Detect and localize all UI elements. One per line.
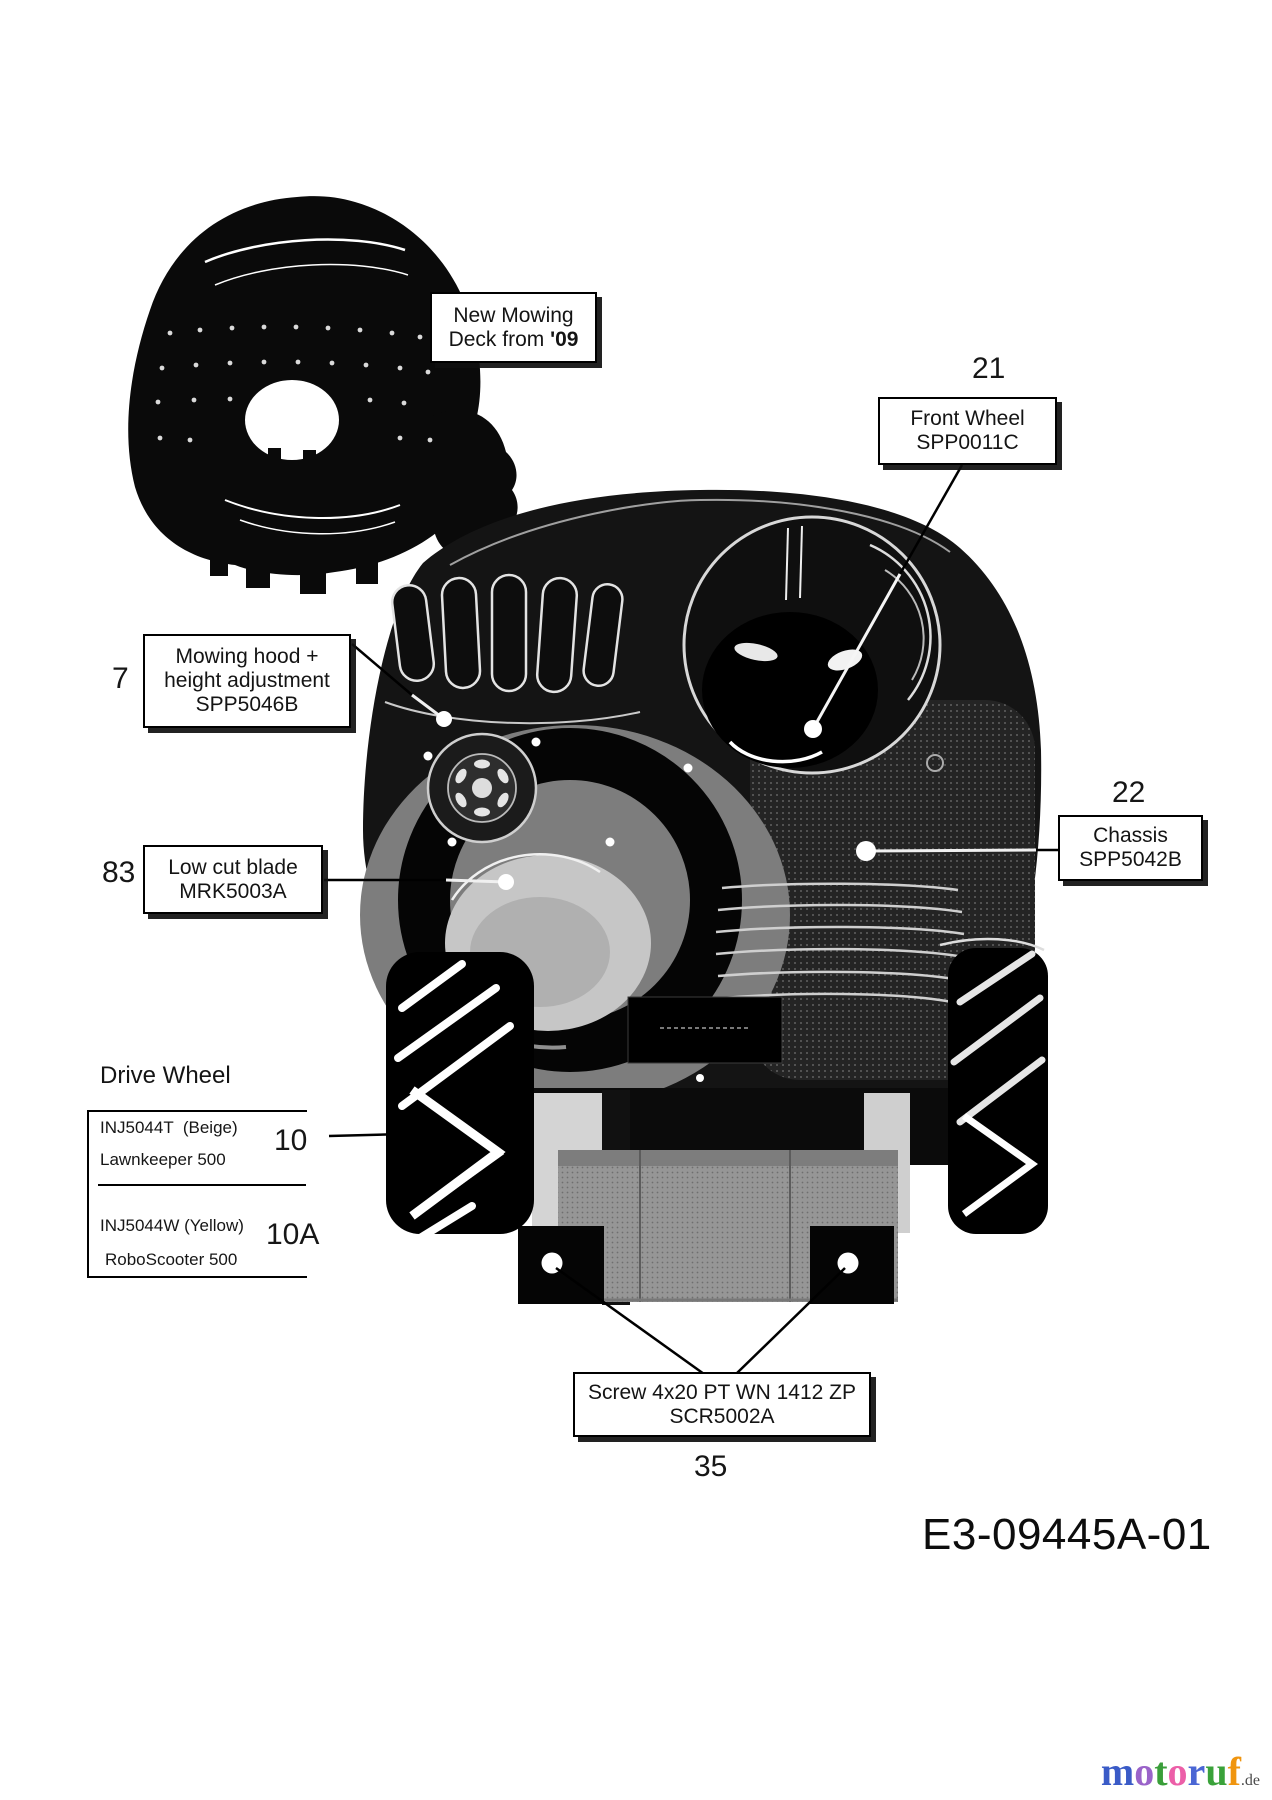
callout-text: SPP5046B: [195, 693, 299, 716]
callout-new-mowing-deck: [430, 292, 597, 363]
callout-text: MRK5003A: [179, 879, 287, 903]
motoruf-logo[interactable]: [1101, 1750, 1260, 1800]
callout-text: Front Wheel: [910, 407, 1025, 430]
drive-wheel-part: INJ5044W (Yellow): [100, 1216, 244, 1235]
logo-letter: r: [1187, 1749, 1206, 1794]
drive-wheel-separator: [98, 1184, 306, 1186]
callout-front-wheel: [878, 397, 1057, 465]
callout-screw: [573, 1372, 871, 1437]
mower-underside-photo: [360, 490, 1048, 1305]
logo-letter: m: [1100, 1749, 1135, 1794]
part-number-blade: 83: [102, 856, 136, 889]
right-drive-wheel: [940, 939, 1048, 1234]
callout-text: Low cut blade: [168, 855, 298, 879]
logo-letter: o: [1167, 1749, 1188, 1794]
logo-letter: f: [1227, 1749, 1241, 1794]
part-number-mowing-hood: 7: [112, 662, 129, 695]
part-number-screw: 35: [694, 1450, 728, 1483]
drive-wheel-model: RoboScooter 500: [105, 1250, 238, 1269]
drive-wheel-part: INJ5044T (Beige): [100, 1118, 238, 1137]
part-number-chassis: 22: [1112, 776, 1146, 809]
part-number-drive-wheel-yellow: 10A: [266, 1218, 320, 1251]
callout-text: SPP5042B: [1079, 848, 1182, 871]
callout-text: height adjustment: [164, 669, 330, 692]
part-number-front-wheel: 21: [972, 352, 1006, 385]
logo-letter: u: [1205, 1749, 1228, 1794]
callout-text: Mowing hood +: [175, 645, 319, 668]
logo-tld: .de: [1240, 1772, 1260, 1789]
leader-dot-chassis: [856, 841, 876, 861]
logo-letter: t: [1154, 1749, 1168, 1794]
callout-low-cut-blade: [143, 845, 323, 914]
callout-text: SPP0011C: [916, 431, 1019, 454]
callout-text: SCR5002A: [669, 1404, 775, 1428]
callout-text: Deck from '09: [448, 327, 579, 351]
callout-chassis: [1058, 815, 1203, 881]
leader-dot-blade: [498, 874, 514, 890]
drive-wheel-model: Lawnkeeper 500: [100, 1150, 226, 1169]
part-number-drive-wheel-beige: 10: [274, 1124, 308, 1157]
leader-dot-mowing-hood: [436, 711, 452, 727]
callout-text: New Mowing: [453, 303, 574, 327]
leader-dot-front-wheel: [804, 720, 822, 738]
callout-text: Screw 4x20 PT WN 1412 ZP: [587, 1380, 857, 1404]
logo-letter: o: [1134, 1749, 1155, 1794]
callout-mowing-hood: [143, 634, 351, 728]
right-screw-head: [838, 1253, 859, 1274]
callout-text: Chassis: [1093, 824, 1168, 847]
left-drive-wheel: [386, 952, 534, 1238]
mowing-deck-silhouette: [128, 196, 517, 594]
drive-wheel-heading: Drive Wheel: [100, 1062, 231, 1089]
document-number: E3-09445A-01: [922, 1510, 1212, 1559]
